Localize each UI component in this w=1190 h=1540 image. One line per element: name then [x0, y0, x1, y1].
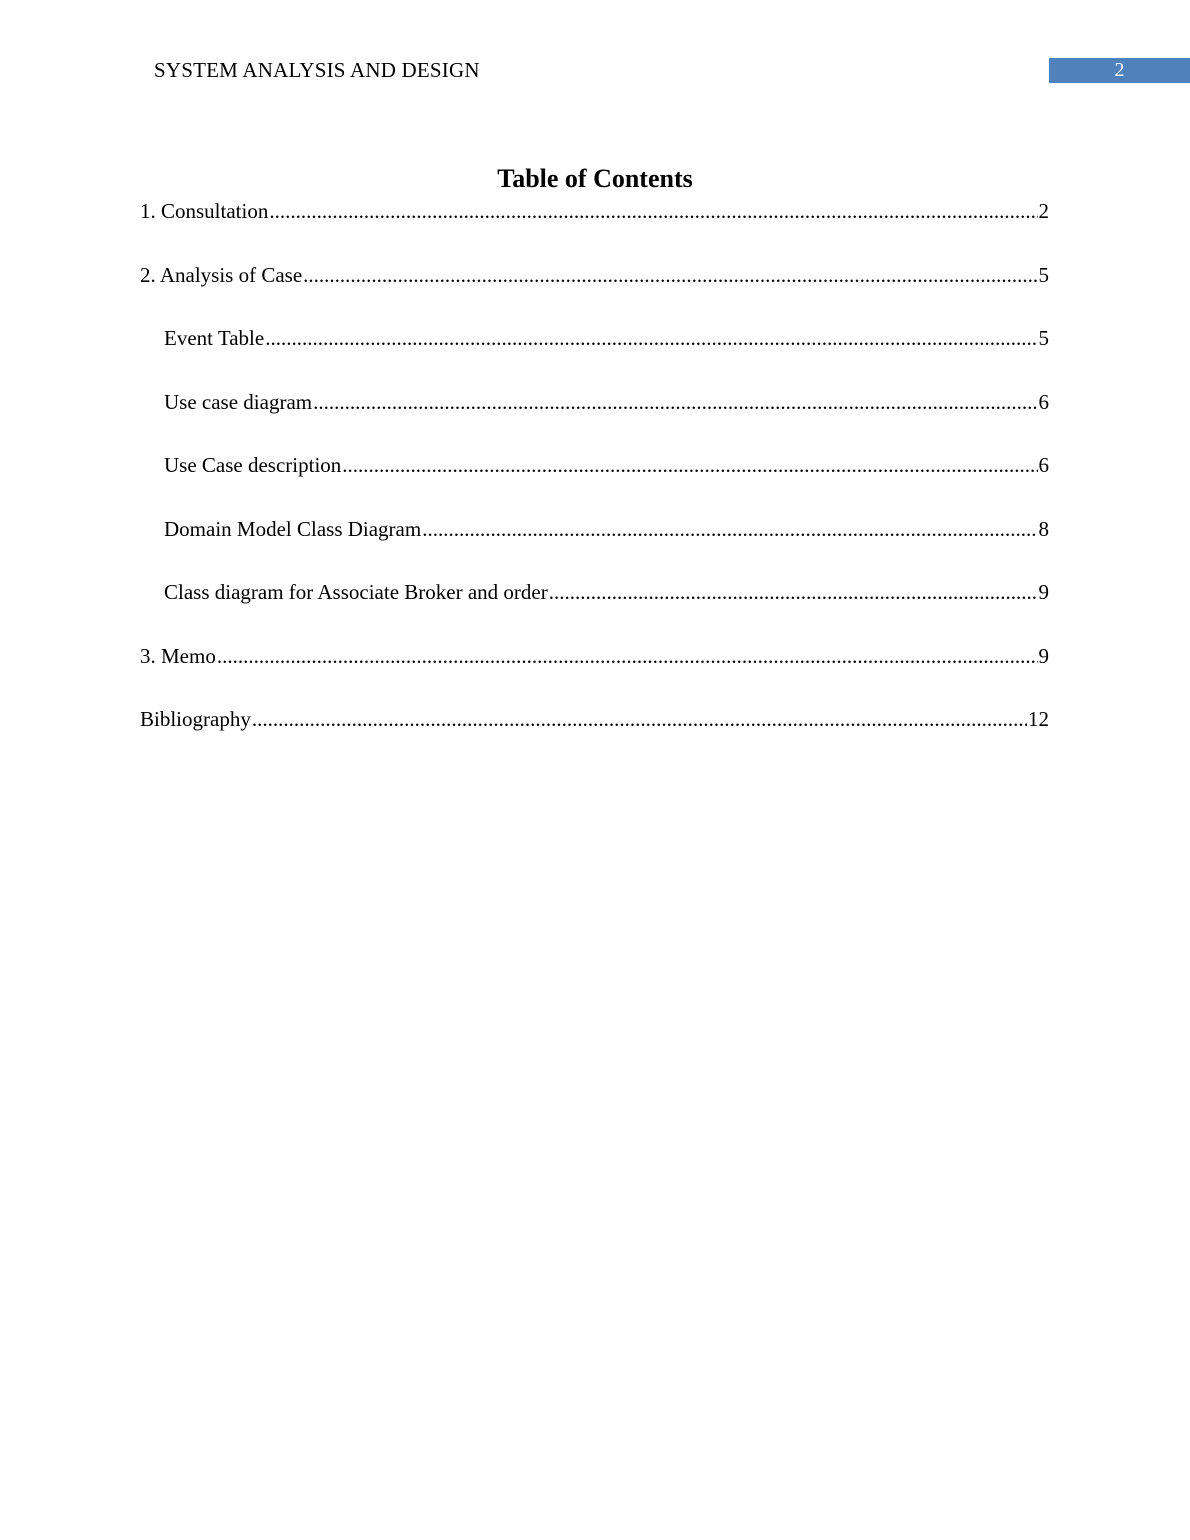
toc-entry-page: 12 [1028, 707, 1049, 731]
toc-entry-domain-model-class-diagram[interactable] [140, 514, 1049, 578]
toc-entry-page: 6 [1038, 389, 1049, 414]
toc-dot-leader [269, 196, 1037, 226]
toc-dot-leader [265, 323, 1037, 353]
toc-title: Table of Contents [497, 164, 693, 193]
toc-dot-leader [303, 260, 1037, 290]
toc-dot-leader [217, 641, 1038, 671]
toc-entry-label: Domain Model Class Diagram [164, 516, 422, 541]
toc-entry-use-case-description[interactable] [140, 450, 1049, 514]
toc-entry-page: 2 [1038, 199, 1049, 223]
toc-dot-leader [422, 514, 1037, 544]
toc-entry-page: 6 [1038, 453, 1049, 477]
toc-dot-leader [342, 450, 1037, 480]
toc-entry-label: 3. Memo [140, 643, 216, 668]
toc-entry-memo[interactable] [140, 641, 1049, 705]
toc-entry-use-case-diagram[interactable] [140, 387, 1049, 451]
toc-entry-consultation[interactable] [140, 196, 1049, 260]
toc-entry-event-table[interactable] [140, 323, 1049, 387]
toc-entry-bibliography[interactable] [140, 704, 1049, 768]
toc-entry-page: 9 [1038, 643, 1049, 668]
toc-entry-page: 5 [1038, 262, 1049, 287]
toc-list [140, 196, 1049, 768]
toc-entry-label: 1. Consultation [140, 199, 269, 223]
toc-entry-label: Bibliography [140, 707, 251, 731]
page-number-badge: 2 [1049, 58, 1190, 83]
toc-entry-page: 5 [1038, 326, 1049, 350]
toc-entry-label: 2. Analysis of Case [140, 262, 303, 287]
toc-entry-class-diagram-broker-order[interactable] [140, 577, 1049, 641]
toc-entry-label: Use case diagram [164, 389, 313, 414]
toc-entry-label: Event Table [164, 326, 265, 350]
running-head: SYSTEM ANALYSIS AND DESIGN [154, 58, 480, 82]
toc-dot-leader [549, 577, 1038, 607]
toc-entry-page: 8 [1038, 516, 1049, 541]
toc-entry-label: Use Case description [164, 453, 342, 477]
toc-entry-page: 9 [1038, 580, 1049, 604]
toc-dot-leader [252, 704, 1027, 734]
toc-entry-label: Class diagram for Associate Broker and order [164, 580, 548, 604]
toc-entry-analysis-of-case[interactable] [140, 260, 1049, 324]
toc-dot-leader [313, 387, 1037, 417]
